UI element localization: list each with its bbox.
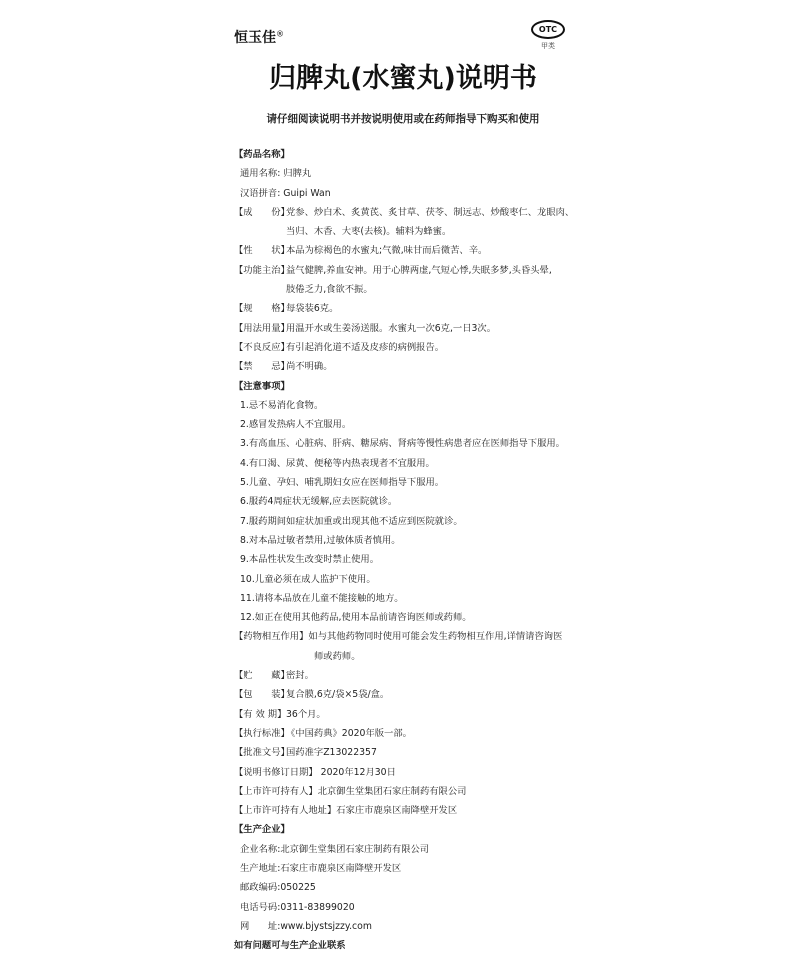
note-item: 2.感冒发热病人不宜服用。 <box>240 419 352 431</box>
contra-row <box>234 357 579 376</box>
standard-row <box>234 724 579 743</box>
leaflet-content <box>234 145 579 955</box>
pinyin-row <box>234 184 579 203</box>
note-item: 12.如正在使用其他药品,使用本品前请咨询医师或药师。 <box>240 612 472 624</box>
common-name-label: 通用名称: <box>240 168 281 180</box>
note-item: 8.对本品过敏者禁用,过敏体质者慎用。 <box>240 534 401 546</box>
properties-label: 【性 状】 <box>234 245 290 257</box>
note-item: 4.有口渴、尿黄、便秘等内热表现者不宜服用。 <box>240 457 435 469</box>
adverse-label: 【不良反应】 <box>234 341 290 353</box>
function-line: 肢倦乏力,食欲不振。 <box>286 284 373 296</box>
holder-address-row <box>234 801 579 820</box>
note-item: 9.本品性状发生改变时禁止使用。 <box>240 554 380 566</box>
standard-label: 【执行标准】 <box>234 727 290 739</box>
spec-value: 每袋装6克。 <box>286 303 339 315</box>
ingredients-line: 党参、炒白术、炙黄芪、炙甘草、茯苓、制远志、炒酸枣仁、龙眼肉、 <box>286 206 575 218</box>
holder-label: 【上市许可持有人】 <box>234 785 318 797</box>
section-notes: 【注意事项】 <box>234 380 290 392</box>
function-line: 益气健脾,养血安神。用于心脾两虚,气短心悸,失眠多梦,头昏头晕, <box>286 264 552 276</box>
contra-value: 尚不明确。 <box>286 361 333 373</box>
pinyin-value: Guipi Wan <box>283 187 331 199</box>
pinyin-label: 汉语拼音: <box>240 187 281 199</box>
package-value: 复合膜,6克/袋×5袋/盒。 <box>286 689 390 701</box>
otc-class: 甲类 <box>541 42 555 50</box>
note-item: 7.服药期间如症状加重或出现其他不适应到医院就诊。 <box>240 515 463 527</box>
properties-value: 本品为棕褐色的水蜜丸;气微,味甘而后微苦、辛。 <box>286 245 488 257</box>
otc-badge <box>528 20 568 51</box>
standard-value: 《中国药典》2020年版一部。 <box>286 727 412 739</box>
ingredients-label: 【成 份】 <box>234 206 290 218</box>
otc-oval-icon: OTC <box>531 20 565 39</box>
storage-value: 密封。 <box>286 670 314 682</box>
common-name-row <box>234 164 579 183</box>
website-value[interactable]: www.bjystsjzzy.com <box>280 920 372 932</box>
website-label: 网 址: <box>240 920 281 932</box>
properties-row <box>234 241 579 260</box>
revision-label: 【说明书修订日期】 <box>234 766 318 778</box>
zip-row <box>234 878 579 897</box>
function-row <box>234 261 579 300</box>
maker-name-value: 北京御生堂集团石家庄制药有限公司 <box>280 843 430 855</box>
approval-label: 【批准文号】 <box>234 747 290 759</box>
interaction-line: 师或药师。 <box>314 650 361 662</box>
revision-row <box>234 763 579 782</box>
note-item: 10.儿童必须在成人监护下使用。 <box>240 573 376 585</box>
usage-row <box>234 319 579 338</box>
zip-value: 050225 <box>280 882 316 894</box>
brand-logo <box>234 27 284 47</box>
storage-label: 【贮 藏】 <box>234 670 290 682</box>
function-value <box>286 261 579 300</box>
approval-row <box>234 743 579 762</box>
registered-mark: ® <box>276 29 284 39</box>
usage-value: 用温开水或生姜汤送服。水蜜丸一次6克,一日3次。 <box>286 322 497 334</box>
zip-label: 邮政编码: <box>240 882 281 894</box>
revision-value: 2020年12月30日 <box>320 766 396 778</box>
validity-row <box>234 705 579 724</box>
holder-value: 北京御生堂集团石家庄制药有限公司 <box>317 785 467 797</box>
phone-label: 电话号码: <box>240 901 281 913</box>
note-item: 6.服药4周症状无缓解,应去医院就诊。 <box>240 496 398 508</box>
holder-address-value: 石家庄市鹿泉区南降壁开发区 <box>336 805 458 817</box>
contact-footer: 如有问题可与生产企业联系 <box>234 940 346 952</box>
page-title: 归脾丸(水蜜丸)说明书 <box>269 63 537 94</box>
spec-row <box>234 299 579 318</box>
spec-label: 【规 格】 <box>234 303 290 315</box>
adverse-value: 有引起消化道不适及皮疹的病例报告。 <box>286 341 445 353</box>
section-drug-name: 【药品名称】 <box>234 149 290 160</box>
ingredients-value <box>286 203 579 242</box>
adverse-row <box>234 338 579 357</box>
interaction-row <box>234 627 579 666</box>
maker-address-row <box>234 859 579 878</box>
ingredients-line: 当归、木香、大枣(去核)。辅料为蜂蜜。 <box>286 226 452 238</box>
page-subtitle: 请仔细阅读说明书并按说明使用或在药师指导下购买和使用 <box>266 113 540 125</box>
note-item: 3.有高血压、心脏病、肝病、糖尿病、肾病等慢性病患者应在医师指导下服用。 <box>240 438 565 450</box>
note-item: 1.忌不易消化食物。 <box>240 399 324 411</box>
phone-value: 0311-83899020 <box>280 901 355 913</box>
package-label: 【包 装】 <box>234 689 290 701</box>
website-row <box>234 917 579 936</box>
holder-row <box>234 782 579 801</box>
usage-label: 【用法用量】 <box>234 322 290 334</box>
approval-value: 国药准字Z13022357 <box>286 747 377 759</box>
interaction-label: 【药物相互作用】 <box>234 631 309 643</box>
package-row <box>234 685 579 704</box>
note-item: 11.请将本品放在儿童不能接触的地方。 <box>240 592 404 604</box>
interaction-line: 如与其他药物同时使用可能会发生药物相互作用,详情请咨询医 <box>308 631 563 643</box>
interaction-value <box>234 627 579 666</box>
leaflet-sheet <box>224 10 582 952</box>
contra-label: 【禁 忌】 <box>234 361 290 373</box>
validity-label: 【有 效 期】 <box>234 708 287 720</box>
maker-name-row <box>234 840 579 859</box>
note-item: 5.儿童、孕妇、哺乳期妇女应在医师指导下服用。 <box>240 477 445 489</box>
maker-address-label: 生产地址: <box>240 862 281 874</box>
holder-address-label: 【上市许可持有人地址】 <box>234 805 337 817</box>
common-name-value: 归脾丸 <box>283 168 312 180</box>
storage-row <box>234 666 579 685</box>
validity-value: 36个月。 <box>286 708 326 720</box>
brand-name: 恒玉佳 <box>234 30 276 46</box>
maker-address-value: 石家庄市鹿泉区南降壁开发区 <box>280 862 402 874</box>
function-label: 【功能主治】 <box>234 264 290 276</box>
section-manufacturer: 【生产企业】 <box>234 824 290 836</box>
maker-name-label: 企业名称: <box>240 843 281 855</box>
phone-row <box>234 898 579 917</box>
ingredients-row <box>234 203 579 242</box>
